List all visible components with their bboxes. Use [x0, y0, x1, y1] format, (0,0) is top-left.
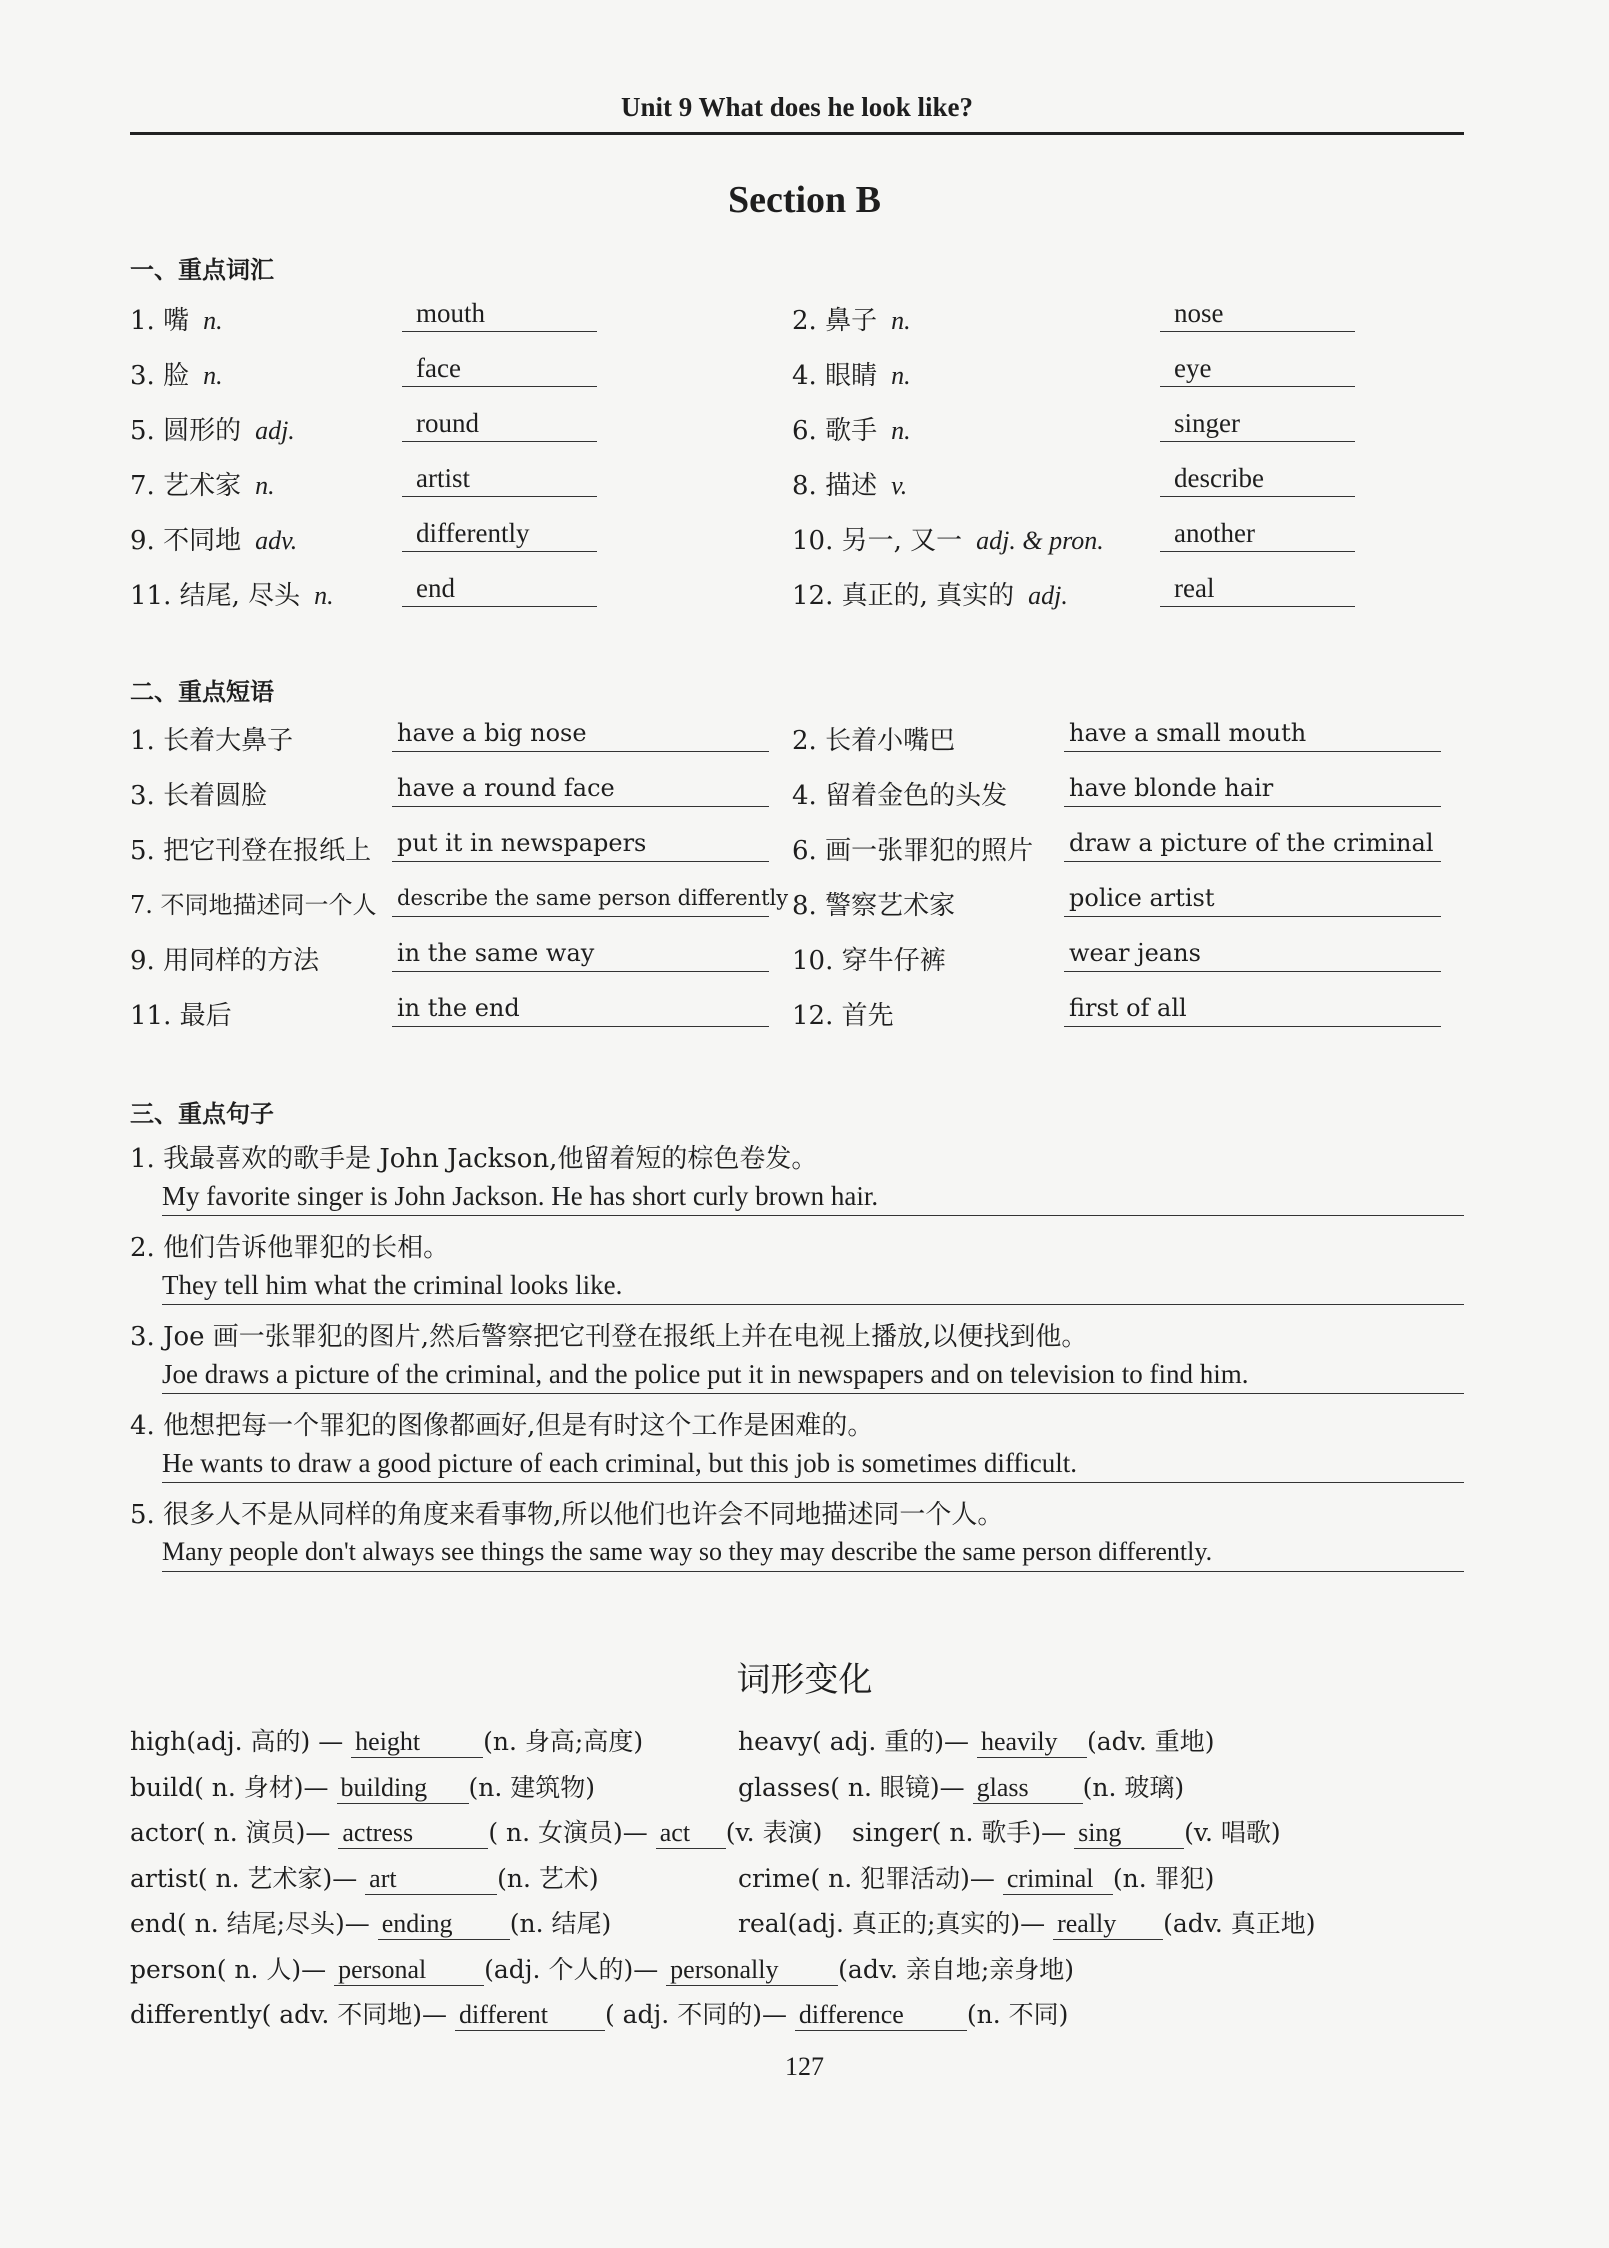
phrase-answer[interactable]: police artist [1064, 881, 1441, 917]
phrase-answer[interactable]: have blonde hair [1064, 771, 1441, 807]
word-form-blank[interactable]: actress [338, 1818, 488, 1849]
word-form-text: end( n. 结尾;尽头)— [130, 1909, 378, 1938]
phrases-heading: 二、重点短语 [130, 678, 274, 706]
vocab-item-label [792, 410, 911, 447]
part-of-speech: n. [314, 581, 334, 610]
word-form-text [658, 1955, 666, 1984]
vocab-chinese: 4. 眼睛 [792, 361, 878, 391]
sentence-english[interactable]: He wants to draw a good picture of each criminal, but this job is sometimes difficult. [162, 1445, 1464, 1483]
word-form-text: real(adj. 真正的;真实的)— [738, 1909, 1054, 1938]
phrase-label: 10. 穿牛仔裤 [792, 946, 946, 976]
vocab-chinese: 9. 不同地 [130, 526, 242, 556]
sentence-english[interactable]: Joe draws a picture of the criminal, and the police put it in newspapers and on television to find him. [162, 1356, 1464, 1394]
word-form-row-right [738, 1904, 1316, 1940]
sentence-english[interactable]: My favorite singer is John Jackson. He has short curly brown hair. [162, 1178, 1464, 1216]
vocab-answer[interactable]: end [402, 571, 597, 607]
word-form-text: (n. 不同) [966, 2000, 1069, 2029]
phrase-label: 2. 长着小嘴巴 [792, 726, 956, 756]
word-form-blank[interactable]: really [1053, 1909, 1163, 1940]
phrase-label: 3. 长着圆脸 [130, 781, 268, 811]
word-form-text: heavy( adj. 重的)— [738, 1727, 978, 1756]
vocab-answer[interactable]: singer [1160, 406, 1355, 442]
word-form-text: (v. 唱歌) [1184, 1818, 1281, 1847]
word-form-text: (v. 表演) [725, 1818, 823, 1847]
phrase-label: 4. 留着金色的头发 [792, 781, 1008, 811]
vocab-chinese: 12. 真正的, 真实的 [792, 581, 1015, 611]
sentence-english[interactable]: Many people don't always see things the same way so they may describe the same person differently. [162, 1534, 1464, 1572]
word-form-row [130, 1995, 1068, 2031]
sentence-chinese: 5. 很多人不是从同样的角度来看事物,所以他们也许会不同地描述同一个人。 [130, 1500, 1004, 1530]
part-of-speech: adv. [255, 526, 298, 555]
phrase-answer[interactable]: have a small mouth [1064, 716, 1441, 752]
vocab-item-label [792, 520, 1104, 557]
phrase-label: 11. 最后 [130, 1001, 232, 1031]
vocab-chinese: 8. 描述 [792, 471, 878, 501]
sentence-chinese: 4. 他想把每一个罪犯的图像都画好,但是有时这个工作是困难的。 [130, 1411, 874, 1441]
word-form-text: crime( n. 犯罪活动)— [738, 1863, 1003, 1893]
word-form-text: singer( n. 歌手)— [852, 1818, 1075, 1847]
phrase-answer[interactable]: first of all [1064, 991, 1441, 1027]
word-form-row [130, 1904, 611, 1940]
word-forms-heading: 词形变化 [736, 1660, 873, 1700]
word-form-text: differently( adv. 不同地)— [130, 2000, 455, 2029]
vocab-answer[interactable]: mouth [402, 296, 597, 332]
word-form-text: high(adj. 高的) — [130, 1727, 352, 1756]
vocab-answer[interactable]: differently [402, 516, 597, 552]
vocab-item-label [130, 300, 223, 337]
part-of-speech: adj. & pron. [976, 526, 1104, 555]
vocab-item-label [792, 355, 911, 392]
word-form-blank[interactable]: heavily [977, 1727, 1087, 1758]
part-of-speech: n. [255, 471, 275, 500]
vocab-chinese: 1. 嘴 [130, 306, 190, 336]
word-form-row [130, 1813, 822, 1849]
phrase-label: 12. 首先 [792, 1001, 894, 1031]
word-form-text: person( n. 人)— [130, 1954, 335, 1984]
word-form-text: build( n. 身材)— [130, 1772, 337, 1802]
word-form-text [648, 1818, 656, 1847]
vocab-item-label [792, 465, 907, 502]
word-form-text: (n. 结尾) [509, 1909, 612, 1938]
word-form-blank[interactable]: building [337, 1773, 469, 1804]
vocab-item-label [130, 520, 297, 557]
vocab-chinese: 6. 歌手 [792, 416, 878, 446]
word-form-text: (adv. 亲自地;亲身地) [838, 1954, 1075, 1984]
word-form-row-right [852, 1813, 1281, 1849]
vocab-item-label [130, 575, 334, 612]
vocab-answer[interactable]: round [402, 406, 597, 442]
vocab-answer[interactable]: nose [1160, 296, 1355, 332]
vocab-item-label [130, 465, 275, 502]
word-form-text: (adj. 个人的)— [484, 1954, 659, 1984]
word-form-blank[interactable]: difference [795, 2000, 967, 2031]
word-form-blank[interactable]: act [656, 1818, 726, 1849]
phrase-label: 6. 画一张罪犯的照片 [792, 836, 1034, 866]
phrase-answer[interactable]: put it in newspapers [392, 826, 769, 862]
word-form-row [130, 1950, 1074, 1986]
vocab-item-label [792, 300, 911, 337]
part-of-speech: adj. [255, 416, 295, 445]
vocab-answer[interactable]: face [402, 351, 597, 387]
part-of-speech: v. [891, 471, 908, 500]
vocab-heading: 一、重点词汇 [130, 256, 274, 284]
phrase-label: 5. 把它刊登在报纸上 [130, 836, 372, 866]
vocab-chinese: 3. 脸 [130, 361, 190, 391]
phrase-answer[interactable]: describe the same person differently [392, 881, 769, 917]
word-form-blank[interactable]: glass [973, 1773, 1083, 1804]
word-form-blank[interactable]: personal [334, 1955, 484, 1986]
word-form-row [130, 1859, 599, 1895]
vocab-chinese: 5. 圆形的 [130, 416, 242, 446]
vocab-chinese: 11. 结尾, 尽头 [130, 581, 301, 611]
part-of-speech: adj. [1028, 581, 1068, 610]
word-form-row-right [738, 1768, 1184, 1804]
phrase-label: 9. 用同样的方法 [130, 946, 320, 976]
word-form-text: (n. 玻璃) [1082, 1772, 1185, 1802]
vocab-answer[interactable]: artist [402, 461, 597, 497]
phrase-answer[interactable]: in the end [392, 991, 769, 1027]
phrase-answer[interactable]: wear jeans [1064, 936, 1441, 972]
sentence-chinese: 2. 他们告诉他罪犯的长相。 [130, 1233, 450, 1263]
word-form-text: (adv. 重地) [1087, 1727, 1215, 1756]
word-form-text [787, 2000, 795, 2029]
vocab-answer[interactable]: describe [1160, 461, 1355, 497]
word-form-row [130, 1768, 595, 1804]
word-form-row [130, 1722, 643, 1758]
word-form-text: ( adj. 不同的)— [604, 2000, 787, 2029]
vocab-answer[interactable]: eye [1160, 351, 1355, 387]
phrase-answer[interactable]: draw a picture of the criminal [1064, 826, 1441, 862]
section-title: Section B [727, 179, 882, 221]
part-of-speech: n. [891, 416, 911, 445]
vocab-chinese: 10. 另一, 又一 [792, 526, 963, 556]
page-number: 127 [785, 2052, 824, 2081]
word-form-text: glasses( n. 眼镜)— [738, 1772, 973, 1802]
header-rule [130, 132, 1464, 135]
sentence-chinese: 1. 我最喜欢的歌手是 John Jackson,他留着短的棕色卷发。 [130, 1144, 818, 1174]
sentence-chinese: 3. Joe 画一张罪犯的图片,然后警察把它刊登在报纸上并在电视上播放,以便找到他。 [130, 1322, 1088, 1352]
word-form-text: (n. 身高;高度) [483, 1727, 644, 1756]
word-form-row-right [738, 1859, 1214, 1895]
vocab-chinese: 2. 鼻子 [792, 306, 878, 336]
part-of-speech: n. [203, 361, 223, 390]
vocab-chinese: 7. 艺术家 [130, 471, 242, 501]
phrase-answer[interactable]: in the same way [392, 936, 769, 972]
word-form-blank[interactable]: criminal [1003, 1864, 1113, 1895]
word-form-text: (n. 建筑物) [468, 1772, 596, 1802]
word-form-blank[interactable]: personally [666, 1955, 838, 1986]
vocab-answer[interactable]: real [1160, 571, 1355, 607]
word-form-blank[interactable]: different [455, 2000, 605, 2031]
word-form-blank[interactable]: ending [378, 1909, 510, 1940]
sentence-english[interactable]: They tell him what the criminal looks like. [162, 1267, 1464, 1305]
sentences-heading: 三、重点句子 [130, 1100, 274, 1128]
part-of-speech: n. [203, 306, 223, 335]
word-form-text: artist( n. 艺术家)— [130, 1863, 366, 1893]
word-form-text: (n. 艺术) [497, 1863, 599, 1893]
word-form-row-right [738, 1722, 1214, 1758]
word-form-text: ( n. 女演员)— [488, 1818, 648, 1847]
word-form-text: actor( n. 演员)— [130, 1818, 339, 1847]
word-form-blank[interactable]: height [351, 1727, 483, 1758]
page-header: Unit 9 What does he look like? [620, 92, 974, 122]
phrase-label: 1. 长着大鼻子 [130, 726, 294, 756]
vocab-answer[interactable]: another [1160, 516, 1355, 552]
phrase-label: 8. 警察艺术家 [792, 891, 956, 921]
word-form-text: (n. 罪犯) [1112, 1863, 1215, 1893]
vocab-item-label [792, 575, 1068, 612]
word-form-blank[interactable]: art [365, 1864, 497, 1895]
word-form-text: (adv. 真正地) [1163, 1909, 1316, 1938]
phrase-answer[interactable]: have a big nose [392, 716, 769, 752]
vocab-item-label [130, 410, 295, 447]
word-form-blank[interactable]: sing [1074, 1818, 1184, 1849]
phrase-label: 7. 不同地描述同一个人 [130, 891, 377, 919]
vocab-item-label [130, 355, 223, 392]
phrase-answer[interactable]: have a round face [392, 771, 769, 807]
part-of-speech: n. [891, 306, 911, 335]
part-of-speech: n. [891, 361, 911, 390]
